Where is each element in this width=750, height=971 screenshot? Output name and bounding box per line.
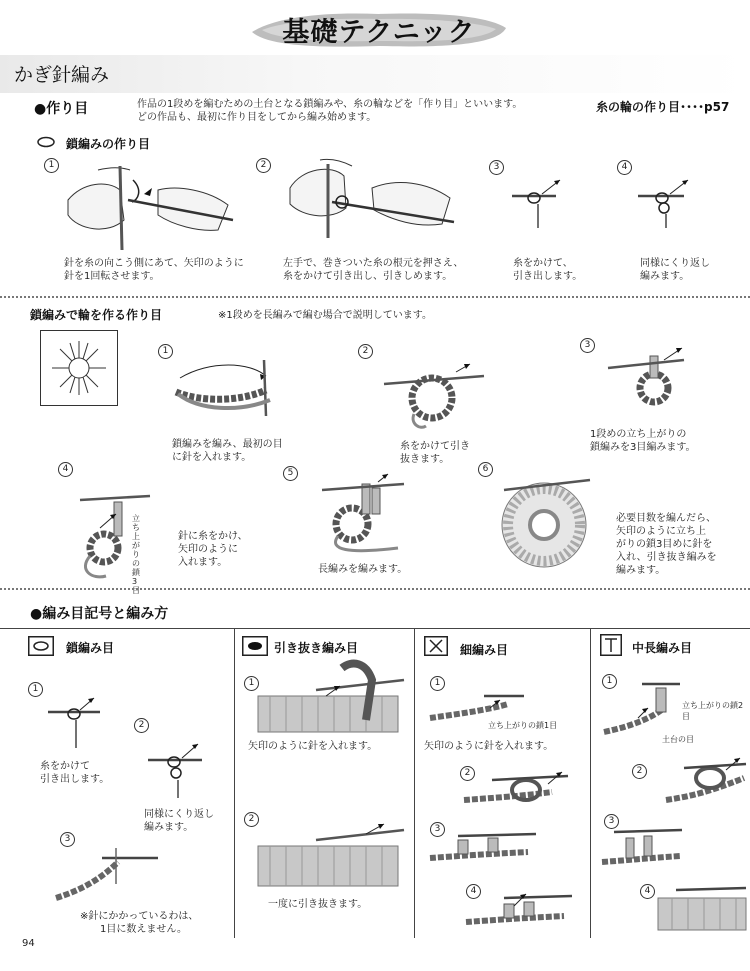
hands-hook-illustration-2 [282,158,462,250]
step-text: 左手で、巻きついた糸の根元を押さえ、 [283,258,464,269]
half-double-crochet-illustration-1 [602,678,682,740]
step-text: 同様にくり返し [640,258,710,269]
tsukurime-desc-1: 作品の1段めを編むための土台となる鎖編みや、糸の輪などを「作り目」といいます。 [137,99,523,110]
chain-heading: 鎖編みの作り目 [66,137,151,151]
slip-stitch-symbol-icon [242,636,268,656]
step-text: 抜きます。 [400,454,450,465]
slip-stitch-illustration-1 [256,660,406,736]
annotation: 土台の目 [662,735,694,744]
tsukurime-heading: ●作り目 [34,101,89,117]
divider [0,588,750,590]
step-text: 矢印のように針を入れます。 [248,741,378,752]
step-text: 1目に数えません。 [100,924,187,935]
annotation: 立ち上がりの鎖2目 [682,701,744,721]
step-number: 2 [244,812,259,827]
half-double-crochet-illustration-4 [656,880,748,932]
step-text: 糸をかけて [40,761,90,772]
step-text: 矢印のように [178,544,238,555]
step-text: 長編みを編みます。 [318,564,408,575]
ring-note: ※1段めを長編みで編む場合で説明しています。 [218,310,432,321]
panel-divider [590,628,591,938]
step-number: 1 [430,676,445,691]
chain-panel-illustration-3 [52,844,162,904]
step-number: 3 [430,822,445,837]
step-text: 鎖編みを3目編みます。 [590,442,696,453]
half-double-crochet-illustration-3 [600,822,684,868]
step-text: に針を入れます。 [172,452,252,463]
step-number: 4 [466,884,481,899]
step-number: 2 [358,344,373,359]
chain-panel-illustration-2 [146,740,204,800]
chain-panel-illustration-1 [46,690,102,750]
step-text: 入れ、引き抜き編みを [616,552,717,563]
step-number: 2 [256,158,271,173]
page-number: 94 [22,938,35,949]
page-title: 基礎テクニック [282,17,476,48]
step-number: 3 [489,160,504,175]
single-crochet-illustration-3 [428,826,538,866]
step-text: 編みます。 [616,565,666,576]
ring-step-illustration-3 [604,346,694,416]
step-text: 針を1回転させます。 [64,271,160,282]
step-number: 1 [28,682,43,697]
panel-title: 鎖編み目 [66,641,115,655]
step-number: 4 [58,462,73,477]
step-text: 引き出します。 [513,271,583,282]
hands-hook-illustration-1 [58,160,238,250]
step-text: 一度に引き抜きます。 [268,899,368,910]
chain-stitch-symbol-icon [36,136,56,148]
step-number: 1 [244,676,259,691]
step-text: 針を糸の向こう側にあて、矢印のように [64,258,244,269]
step-text: 矢印のように立ち上 [616,526,706,537]
divider [0,296,750,298]
step-text: 鎖編みを編み、最初の目 [172,439,283,450]
step-text: がりの鎖3目めに針を [616,539,713,550]
single-crochet-symbol-icon [424,636,448,656]
panel-divider [414,628,415,938]
slip-stitch-illustration-2 [256,820,406,892]
single-crochet-illustration-4 [464,886,574,932]
panel-title: 細編み目 [460,643,509,657]
panel-top-rule [0,628,750,629]
step-text: 糸をかけて、 [513,258,573,269]
half-double-crochet-illustration-2 [664,756,748,808]
step-text: 針に糸をかけ、 [178,531,248,542]
ring-heading: 鎖編みで輪を作る作り目 [30,308,163,322]
ring-reference: 糸の輪の作り目････p57 [596,100,730,114]
chain-step-illustration-4 [634,170,694,230]
ring-step-illustration-5 [318,474,408,554]
panel-divider [234,628,235,938]
step-number: 2 [632,764,647,779]
step-text: 編みます。 [640,271,690,282]
step-number: 5 [283,466,298,481]
ring-symbol-diagram [40,330,118,406]
half-double-crochet-symbol-icon [600,634,622,656]
section-header-band [0,55,750,93]
step-number: 3 [580,338,595,353]
section-title: かぎ針編み [14,64,110,86]
tsukurime-desc-2: どの作品も、最初に作り目をしてから編み始めます。 [137,112,377,123]
step-text: 糸をかけて引き出し、引きしめます。 [283,271,453,282]
chain-step-illustration-3 [508,170,568,230]
step-text: 同様にくり返し [144,809,214,820]
symbols-heading: ●編み目記号と編み方 [30,606,169,622]
panel-title: 中長編み目 [632,641,693,655]
step-text: 入れます。 [178,557,228,568]
step-number: 4 [640,884,655,899]
single-crochet-illustration-2 [462,770,572,810]
annotation: 立ち上がりの鎖1目 [488,721,558,730]
step-number: 2 [134,718,149,733]
step-text: 編みます。 [144,822,194,833]
step-text: 糸をかけて引き [400,441,470,452]
chain-stitch-symbol-icon [28,636,54,656]
step-number: 1 [44,158,59,173]
step-number: 3 [60,832,75,847]
step-number: 1 [602,674,617,689]
ring-completed-illustration-6 [494,470,594,570]
step-text: 矢印のように針を入れます。 [424,741,554,752]
ring-step-illustration-1 [170,356,290,420]
ring-step-illustration-2 [380,360,490,430]
step-text: 引き出します。 [40,774,110,785]
ring-step-illustration-4 [70,484,160,584]
step-number: 4 [617,160,632,175]
step-number: 6 [478,462,493,477]
step-number: 2 [460,766,475,781]
step-number: 3 [604,814,619,829]
step-text: ※針にかかっているわは、 [80,911,199,922]
step-text: 必要目数を編んだら、 [616,513,716,524]
vertical-label: 立ち上がりの鎖3目 [132,514,140,595]
panel-title: 引き抜き編み目 [274,641,359,655]
step-number: 1 [158,344,173,359]
step-text: 1段めの立ち上がりの [590,429,687,440]
